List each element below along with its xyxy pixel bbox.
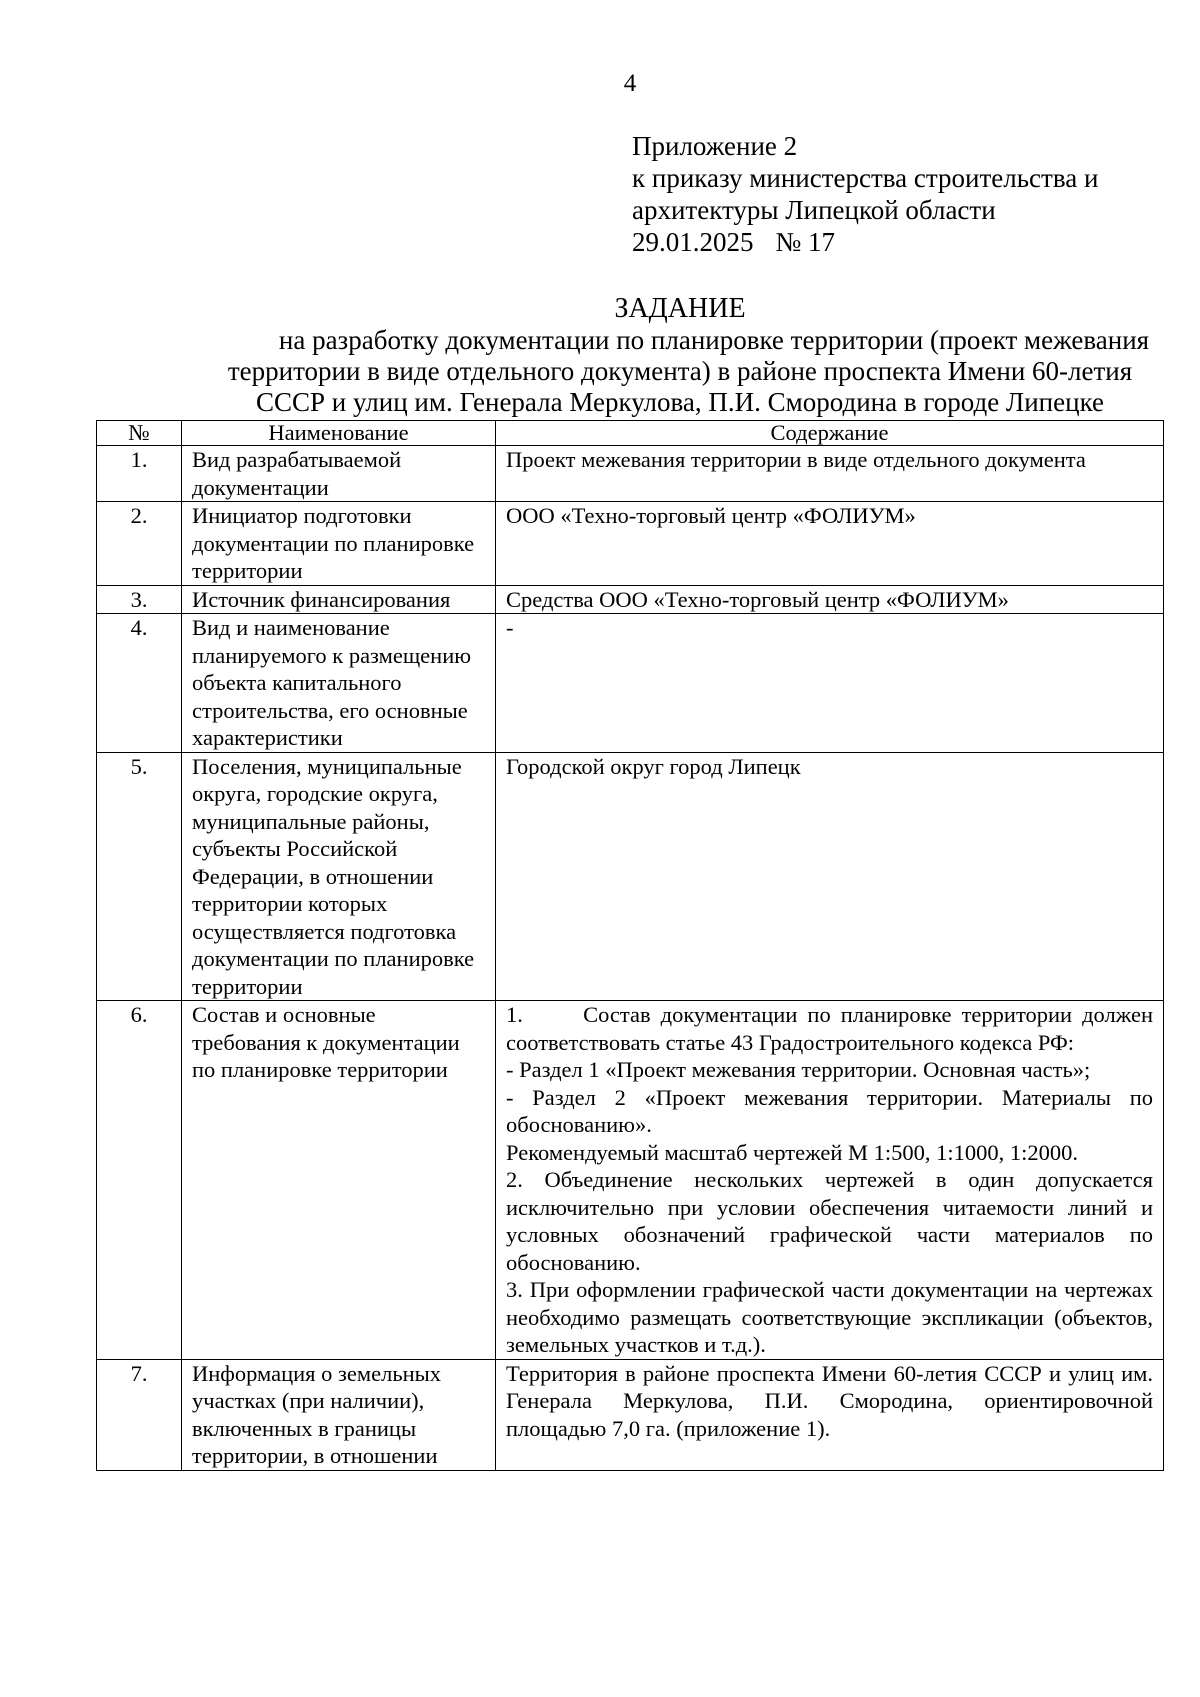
appendix-header (632, 130, 1098, 258)
content-paragraph: Городской округ город Липецк (506, 753, 801, 779)
row-number: 4. (97, 614, 182, 753)
row-name: Инициатор подготовки документации по планировке территории (182, 502, 496, 586)
row-number: 7. (97, 1359, 182, 1470)
row-name: Вид разрабатываемой документации (182, 446, 496, 502)
row-name: Информация о земельных участках (при наличии), включенных в границы территории, в отношении (182, 1359, 496, 1470)
content-paragraph: - Раздел 2 «Проект межевания территории. Материалы по обоснованию». (506, 1084, 1153, 1137)
header-number: № (97, 421, 182, 446)
table-row (97, 585, 1164, 614)
row-name: Поселения, муниципальные округа, городские округа, муниципальные районы, субъекты Российской Федерации, в отношении территории которых осуществляется подготовка документации по планировке территории (182, 752, 496, 1001)
row-content (496, 1001, 1164, 1360)
appendix-line: Приложение 2 (632, 131, 798, 161)
row-content (496, 585, 1164, 614)
row-number: 1. (97, 446, 182, 502)
row-content (496, 446, 1164, 502)
content-paragraph: ООО «Техно-торговый центр «ФОЛИУМ» (506, 503, 916, 528)
row-name: Состав и основные требования к документации по планировке территории (182, 1001, 496, 1360)
content-paragraph: 2. Объединение нескольких чертежей в один допускается исключительно при условии обеспечения читаемости линий и условных обозначений графической части материалов по обоснованию. (506, 1167, 1153, 1275)
row-content (496, 1359, 1164, 1470)
appendix-date-number (632, 226, 1098, 258)
table-row (97, 752, 1164, 1001)
table-header-row (97, 421, 1164, 446)
title-line: территории в виде отдельного документа) в районе проспекта Имени 60-летия (227, 356, 1133, 386)
title-line: на разработку документации по планировке территории (проект межевания (278, 325, 1150, 355)
table-row (97, 1001, 1164, 1360)
row-number: 6. (97, 1001, 182, 1360)
content-paragraph: Средства ООО «Техно-торговый центр «ФОЛИУМ» (506, 586, 1009, 612)
appendix-line: к приказу министерства строительства и (632, 163, 1099, 193)
task-table (96, 420, 1164, 1471)
title-heading: ЗАДАНИЕ (614, 293, 746, 324)
content-paragraph: 1. Состав документации по планировке территории должен соответствовать статье 43 Градостроительного кодекса РФ: (506, 1002, 1159, 1055)
table-row (97, 1359, 1164, 1470)
row-content (496, 752, 1164, 1001)
content-paragraph: Проект межевания территории в виде отдельного документа (506, 447, 1086, 472)
appendix-date: 29.01.2025 (632, 227, 754, 257)
title-line: СССР и улиц им. Генерала Меркулова, П.И. Смородина в городе Липецке (256, 387, 1104, 417)
row-name: Вид и наименование планируемого к размещению объекта капитального строительства, его основные характеристики (182, 614, 496, 753)
row-content (496, 614, 1164, 753)
content-paragraph: - (506, 615, 514, 640)
content-paragraph: Рекомендуемый масштаб чертежей М 1:500, 1:1000, 1:2000. (506, 1139, 1079, 1165)
content-paragraph: 3. При оформлении графической части документации на чертежах необходимо размещать соответствующие экспликации (объектов, земельных участков и т.д.). (506, 1277, 1153, 1357)
table-row (97, 502, 1164, 586)
row-number: 2. (97, 502, 182, 586)
table-row (97, 614, 1164, 753)
content-paragraph: - Раздел 1 «Проект межевания территории. Основная часть»; (506, 1057, 1091, 1082)
table-row (97, 446, 1164, 502)
row-number: 5. (97, 752, 182, 1001)
header-name: Наименование (182, 421, 496, 446)
page-number: 4 (623, 70, 637, 97)
document-title (100, 293, 1200, 418)
appendix-line: архитектуры Липецкой области (632, 195, 996, 225)
row-name: Источник финансирования (182, 585, 496, 614)
content-paragraph: Территория в районе проспекта Имени 60-летия СССР и улиц им. Генерала Меркулова, П.И. Смородина, ориентировочной площадью 7,0 га. (приложение 1). (506, 1360, 1153, 1441)
header-content: Содержание (496, 421, 1164, 446)
row-number: 3. (97, 585, 182, 614)
row-content (496, 502, 1164, 586)
appendix-number: № 17 (775, 227, 836, 257)
